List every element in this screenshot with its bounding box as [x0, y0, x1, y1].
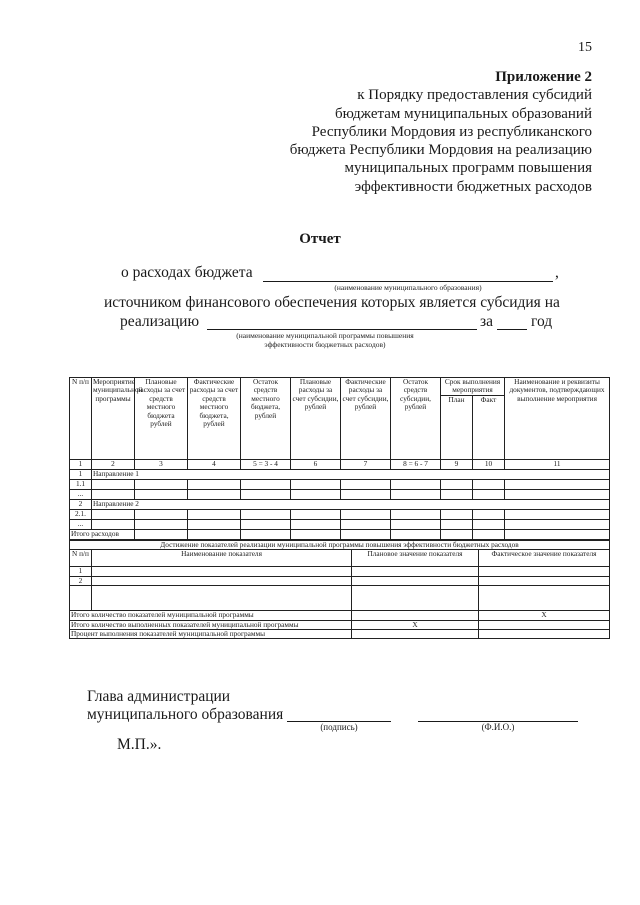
report-line3-start: реализацию	[120, 313, 200, 330]
col-number: 7	[341, 459, 391, 469]
col-number: 2	[92, 459, 135, 469]
sub-header-plan: План	[441, 395, 473, 459]
table-row	[70, 479, 610, 489]
table-row	[70, 576, 610, 585]
sub-header-fact: Факт	[473, 395, 505, 459]
ind-header-cell: Наименование показателя	[92, 550, 352, 567]
report-line3-za: за	[480, 313, 494, 330]
header-cell: Остаток средств местного бюджета, рублей	[241, 378, 291, 460]
appendix-line: бюджета Республики Мордовия на реализацию	[289, 142, 592, 159]
header-cell: Фактические расходы за счет средств местного бюджета, рублей	[188, 378, 241, 460]
report-line1: о расходах бюджета	[121, 264, 253, 281]
table-row	[70, 499, 610, 509]
summary-label: Итого количество показателей муниципальной программы	[70, 611, 352, 620]
program-blank	[207, 329, 477, 330]
row-number: ...	[70, 489, 92, 499]
row-number: 1	[70, 469, 92, 479]
row-label: Направление 1	[92, 469, 610, 479]
col-number: 9	[441, 459, 473, 469]
row-label: Направление 2	[92, 499, 610, 509]
total-row	[70, 529, 610, 539]
page-number: 15	[578, 40, 592, 55]
table-row	[70, 489, 610, 499]
appendix-block	[232, 68, 592, 196]
col-number: 6	[291, 459, 341, 469]
col-number: 10	[473, 459, 505, 469]
signature-hint: (подпись)	[320, 722, 358, 732]
row-number: 1.1	[70, 479, 92, 489]
summary-plan	[352, 611, 479, 620]
header-cell: Наименование и реквизиты документов, подтверждающих выполнение мероприятия	[505, 378, 610, 460]
summary-fact	[479, 620, 610, 629]
summary-row	[70, 630, 610, 639]
row-number: ...	[70, 519, 92, 529]
header-cell: Фактические расходы за счет субсидии, рублей	[341, 378, 391, 460]
summary-fact: X	[479, 611, 610, 620]
name-hint: (Ф.И.О.)	[481, 722, 515, 732]
header-cell: Мероприятие муниципальной программы	[92, 378, 135, 460]
report-line1-comma: ,	[555, 264, 559, 281]
col-number: 3	[135, 459, 188, 469]
header-cell: Остаток средств субсидии, рублей	[391, 378, 441, 460]
appendix-line: эффективности бюджетных расходов	[354, 178, 592, 195]
summary-plan: X	[352, 620, 479, 629]
col-number: 1	[70, 459, 92, 469]
appendix-line: бюджетам муниципальных образований	[334, 105, 592, 122]
appendix-line: Республики Мордовия из республиканского	[311, 123, 592, 140]
row-number: 2.1.	[70, 509, 92, 519]
report-line3-god: год	[531, 313, 553, 330]
col-number: 11	[505, 459, 610, 469]
table-row	[70, 469, 610, 479]
summary-fact	[479, 630, 610, 639]
header-cell: N п/п	[70, 378, 92, 460]
col-number: 8 = 6 - 7	[391, 459, 441, 469]
ind-header-cell: Фактическое значение показателя	[479, 550, 610, 567]
col-number: 4	[188, 459, 241, 469]
table-row	[70, 509, 610, 519]
appendix-line: к Порядку предоставления субсидий	[357, 87, 592, 104]
report-table	[69, 377, 610, 540]
ind-header-cell: N п/п	[70, 550, 92, 567]
summary-plan	[352, 630, 479, 639]
col-number: 5 = 3 - 4	[241, 459, 291, 469]
header-cell: Плановые расходы за счет субсидии, рублей	[291, 378, 341, 460]
summary-label: Процент выполнения показателей муниципальной программы	[70, 630, 352, 639]
header-cell: Плановые расходы за счет средств местного бюджета рублей	[135, 378, 188, 460]
indicators-table	[69, 540, 610, 639]
appendix-title: Приложение 2	[495, 69, 592, 85]
program-hint: (наименование муниципальной программы повышения эффективности бюджетных расходов)	[236, 331, 414, 349]
year-blank	[497, 329, 527, 330]
municipality-blank	[263, 281, 553, 282]
report-title: Отчет	[299, 231, 341, 247]
summary-label: Итого количество выполненных показателей муниципальной программы	[70, 620, 352, 629]
ind-row-number: 2	[70, 576, 92, 585]
ind-row-number: 1	[70, 567, 92, 576]
signature-line1: Глава администрации	[87, 688, 231, 705]
signature-line2: муниципального образования	[87, 706, 284, 723]
table-row	[70, 519, 610, 529]
municipality-hint: (наименование муниципального образования)	[334, 283, 482, 292]
appendix-line: муниципальных программ повышения	[344, 160, 592, 177]
summary-row	[70, 611, 610, 620]
total-label: Итого расходов	[70, 529, 135, 539]
ind-header-cell: Плановое значение показателя	[352, 550, 479, 567]
row-number: 2	[70, 499, 92, 509]
header-cell: Срок выполнения мероприятия	[441, 378, 505, 396]
table-row	[70, 586, 610, 611]
report-line2: источником финансового обеспечения которых является субсидия на	[104, 294, 560, 311]
indicators-title: Достижение показателей реализации муниципальной программы повышения эффективности бюджетных расходов	[70, 541, 610, 550]
table-row	[70, 567, 610, 576]
stamp-place: М.П.».	[117, 736, 162, 753]
